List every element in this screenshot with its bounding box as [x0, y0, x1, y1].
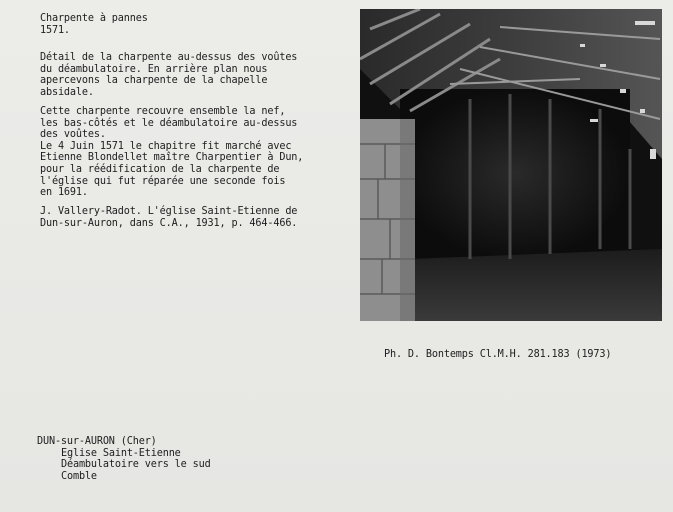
document-title	[40, 13, 148, 36]
text-line: Détail de la charpente au-dessus des voûtes	[40, 52, 298, 63]
text-line: pour la réédification de la charpente de	[40, 163, 280, 175]
title-line-1: Charpente à pannes	[40, 13, 148, 24]
text-line: du déambulatoire. En arrière plan nous	[40, 63, 268, 75]
description-paragraph-1	[40, 52, 297, 98]
text-line: Le 4 Juin 1571 le chapitre fit marché avec	[40, 140, 292, 152]
text-line: des voûtes.	[40, 129, 106, 141]
location-view: Déambulatoire vers le sud	[61, 459, 211, 471]
text-line: absidale.	[40, 86, 94, 98]
text-line: Etienne Blondellet maître Charpentier à Dun,	[40, 152, 304, 164]
title-line-2: 1571.	[40, 24, 70, 36]
location-detail: Comble	[61, 470, 97, 482]
text-line: l'église qui fut réparée une seconde fois	[40, 175, 286, 187]
description-paragraph-2	[40, 106, 303, 199]
text-line: J. Vallery-Radot. L'église Saint-Etienne de	[40, 206, 298, 217]
roof-timber-photo	[360, 9, 662, 321]
text-line: Dun-sur-Auron, dans C.A., 1931, p. 464-466.	[40, 217, 298, 229]
location-city: DUN-sur-AURON (Cher)	[37, 436, 157, 447]
bibliographic-reference	[40, 206, 297, 229]
location-block	[37, 436, 211, 482]
text-line: Cette charpente recouvre ensemble la nef,	[40, 106, 286, 117]
text-line: apercevons la charpente de la chapelle	[40, 75, 268, 87]
photo-credit: Ph. D. Bontemps Cl.M.H. 281.183 (1973)	[384, 349, 612, 360]
text-line: les bas-côtés et le déambulatoire au-dessus	[40, 117, 298, 129]
location-building: Eglise Saint-Etienne	[61, 447, 181, 459]
text-line: en 1691.	[40, 187, 88, 199]
